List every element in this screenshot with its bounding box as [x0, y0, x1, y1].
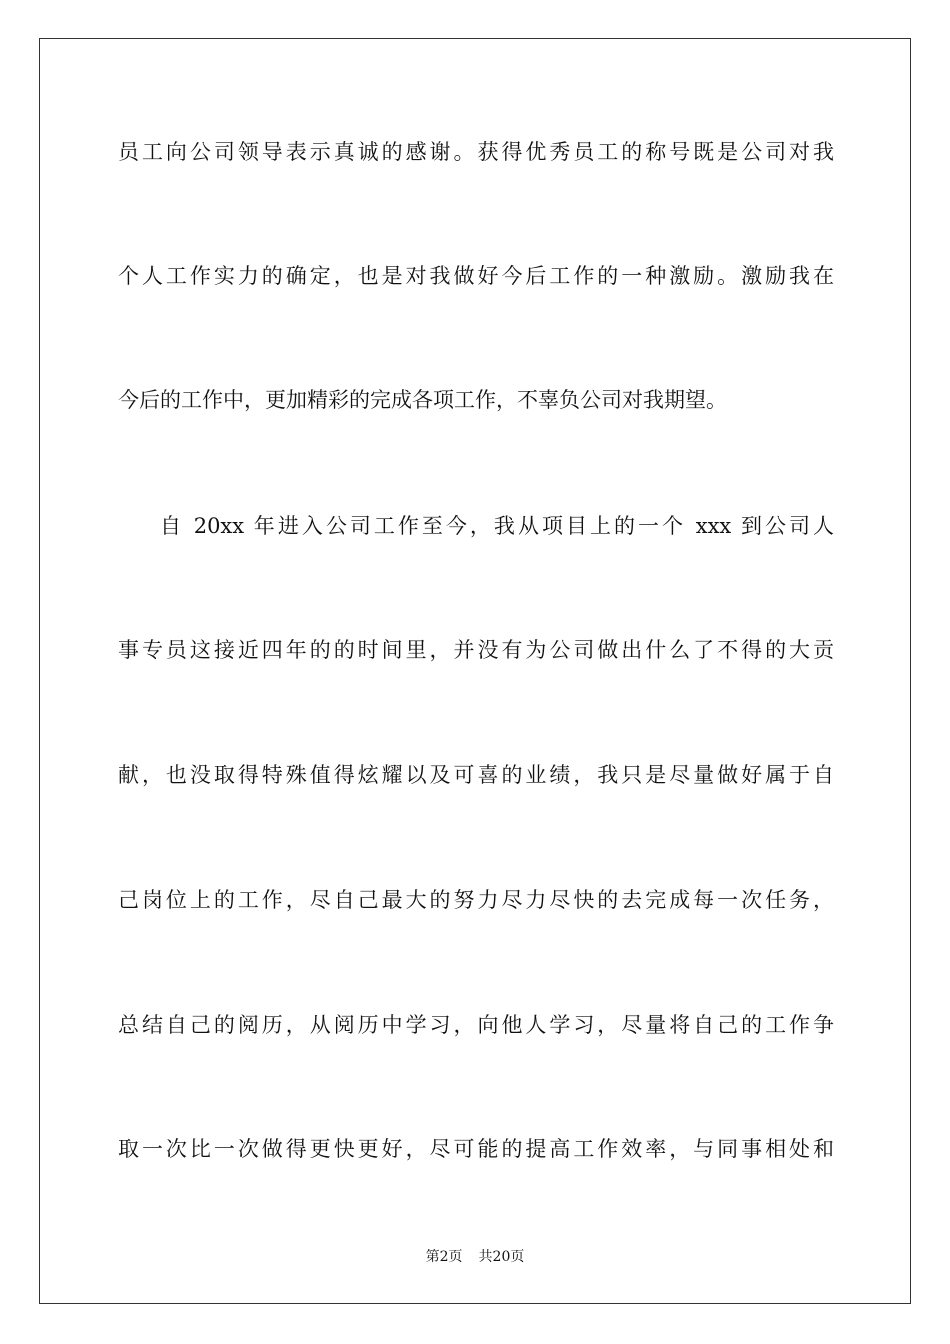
page-border [39, 38, 911, 1304]
text-line-6: 献，也没取得特殊值得炫耀以及可喜的业绩，我只是尽量做好属于自 [118, 763, 834, 787]
text-line-2: 个人工作实力的确定，也是对我做好今后工作的一种激励。激励我在 [118, 264, 834, 288]
page-footer [0, 1247, 950, 1267]
text-line-1: 员工向公司领导表示真诚的感谢。获得优秀员工的称号既是公司对我 [118, 140, 834, 164]
page-number-current: 第2页 [425, 1249, 463, 1265]
text-line-5: 事专员这接近四年的的时间里，并没有为公司做出什么了不得的大贡 [118, 638, 834, 662]
text-line-9: 取一次比一次做得更快更好，尽可能的提高工作效率，与同事相处和 [118, 1137, 834, 1161]
page-number-total: 共20页 [478, 1249, 525, 1265]
text-line-4: 自 20xx 年进入公司工作至今，我从项目上的一个 xxx 到公司人 [160, 514, 834, 538]
text-line-8: 总结自己的阅历，从阅历中学习，向他人学习，尽量将自己的工作争 [118, 1013, 834, 1037]
text-line-3: 今后的工作中，更加精彩的完成各项工作，不辜负公司对我期望。 [118, 388, 727, 412]
text-line-7: 己岗位上的工作，尽自己最大的努力尽力尽快的去完成每一次任务， [118, 888, 834, 912]
